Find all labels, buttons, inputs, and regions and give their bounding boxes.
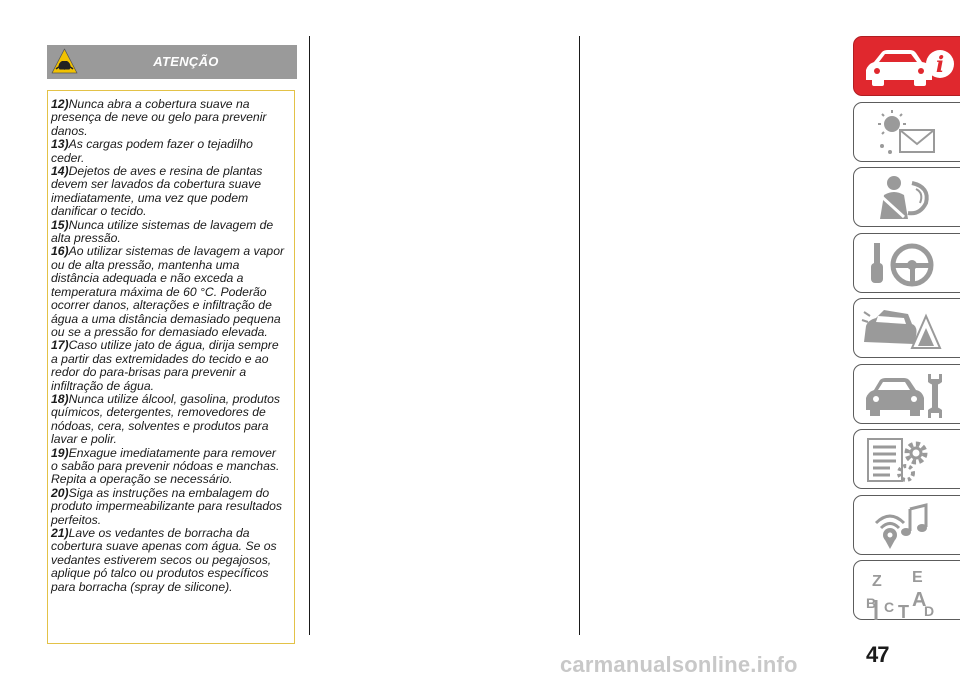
alphabetical-index-icon xyxy=(860,566,960,620)
note-text: alta pressão. xyxy=(51,231,121,246)
warning-note-line xyxy=(51,326,294,339)
warning-note-line xyxy=(51,299,294,312)
note-text: redor do para-brisas para prevenir a xyxy=(51,365,247,380)
chapter-tab[interactable] xyxy=(853,429,960,489)
index-letter: Z xyxy=(872,573,882,590)
warning-note-line xyxy=(51,514,294,527)
chapter-tab[interactable] xyxy=(853,167,960,227)
warning-note-line xyxy=(51,366,294,379)
watermark: carmanualsonline.info xyxy=(560,652,798,677)
warning-note-line xyxy=(51,152,294,165)
specs-gears-icon xyxy=(860,435,960,485)
note-text: As cargas podem fazer o tejadilho xyxy=(68,137,253,152)
chapter-tab[interactable] xyxy=(853,560,960,620)
warning-note-line xyxy=(51,339,294,352)
note-text: temperatura máxima de 60 °C. Poderão xyxy=(51,284,267,299)
note-text: aplique pó talco ou produtos específicos xyxy=(51,566,269,581)
note-text: Lave os vedantes de borracha da xyxy=(68,526,250,540)
chapter-tab[interactable] xyxy=(853,298,960,358)
note-text: lavar e polir. xyxy=(51,432,117,447)
note-text: Nunca utilize álcool, gasolina, produtos xyxy=(68,391,281,406)
warning-note-line xyxy=(51,433,294,446)
warning-note-line xyxy=(51,581,294,594)
warning-note-line xyxy=(51,447,294,460)
note-text: Ao utilizar sistemas de lavagem a vapor xyxy=(68,244,285,259)
note-text: o sabão para prevenir nódoas e manchas. xyxy=(51,458,280,473)
warning-note-line xyxy=(51,380,294,393)
warning-note-line xyxy=(51,138,294,151)
chapter-tab[interactable] xyxy=(853,36,960,96)
warning-note-line xyxy=(51,178,294,191)
warning-note-line xyxy=(51,406,294,419)
note-text: cobertura suave apenas com água. Se os xyxy=(51,539,277,554)
index-letter: D xyxy=(924,603,935,619)
warning-note-line xyxy=(51,487,294,500)
note-text: ocorrer danos, alterações e infiltração de xyxy=(51,298,272,313)
note-text: perfeitos. xyxy=(51,512,102,527)
warning-note-line xyxy=(51,125,294,138)
note-number: 14) xyxy=(51,164,69,179)
warning-note-line xyxy=(51,460,294,473)
chapter-tab[interactable] xyxy=(853,102,960,162)
warning-note-line xyxy=(51,259,294,272)
warning-note-line xyxy=(51,205,294,218)
note-text: Dejetos de aves e resina de plantas xyxy=(68,164,263,179)
note-text: distância adequada e não exceda a xyxy=(51,271,244,286)
warning-note-line xyxy=(51,500,294,513)
index-letter: B xyxy=(866,595,877,611)
note-number: 12) xyxy=(51,97,69,111)
warning-note-line xyxy=(51,286,294,299)
warning-note-line xyxy=(51,473,294,486)
warning-title: ATENÇÃO xyxy=(153,54,219,69)
warning-note-line xyxy=(51,554,294,567)
warning-note-line xyxy=(51,111,294,124)
note-text: ou se a pressão for demasiado elevada. xyxy=(51,324,268,339)
warning-header xyxy=(47,45,297,79)
warning-note-line xyxy=(51,98,294,111)
multimedia-icon xyxy=(860,501,960,551)
note-text: para borracha (spray de silicone). xyxy=(51,579,233,594)
note-text: imediatamente, uma vez que podem xyxy=(51,190,249,205)
warning-note-line xyxy=(51,540,294,553)
warning-note-line xyxy=(51,353,294,366)
note-number: 18) xyxy=(51,391,69,406)
note-number: 20) xyxy=(51,485,69,500)
note-text: danos. xyxy=(51,123,88,138)
warning-note-line xyxy=(51,232,294,245)
warning-notes-box xyxy=(47,90,295,644)
warning-note-line xyxy=(51,313,294,326)
car-wrench-icon xyxy=(860,370,960,420)
note-text: Siga as instruções na embalagem do xyxy=(68,485,270,500)
warning-note-line xyxy=(51,165,294,178)
index-letter: C xyxy=(884,599,895,615)
note-text: ceder. xyxy=(51,150,85,165)
note-text: presença de neve ou gelo para prevenir xyxy=(51,110,267,125)
warning-note-line xyxy=(51,420,294,433)
warning-note-line xyxy=(51,393,294,406)
note-number: 15) xyxy=(51,217,69,232)
lights-message-icon xyxy=(860,108,960,158)
warning-note-line xyxy=(51,245,294,258)
note-number: 17) xyxy=(51,338,69,353)
chapter-tab[interactable] xyxy=(853,233,960,293)
column-divider-right xyxy=(579,36,580,635)
warning-note-line xyxy=(51,567,294,580)
note-number: 19) xyxy=(51,445,69,460)
note-text: danificar o tecido. xyxy=(51,204,147,219)
note-text: devem ser lavados da cobertura suave xyxy=(51,177,262,192)
note-text: produto impermeabilizante para resultados xyxy=(51,499,283,514)
chapter-tab[interactable] xyxy=(853,364,960,424)
note-text: a partir das extremidades do tecido e ao xyxy=(51,351,269,366)
note-number: 13) xyxy=(51,137,69,152)
warning-note-line xyxy=(51,272,294,285)
note-text: vedantes estiverem secos ou pegajosos, xyxy=(51,552,272,567)
warning-note-line xyxy=(51,527,294,540)
note-text: Caso utilize jato de água, dirija sempre xyxy=(68,338,279,353)
note-text: ou de alta pressão, mantenha uma xyxy=(51,257,240,272)
note-text: químicos, detergentes, removedores de xyxy=(51,405,266,420)
note-text: nódoas, cera, solventes e produtos para xyxy=(51,418,269,433)
note-number: 16) xyxy=(51,244,69,259)
car-info-icon xyxy=(860,42,960,92)
index-letter: E xyxy=(912,569,923,586)
note-text: Repita a operação se necessário. xyxy=(51,472,233,487)
svg-text:i: i xyxy=(935,52,945,78)
seatbelt-airbag-icon xyxy=(860,173,960,223)
warning-note-line xyxy=(51,219,294,232)
note-number: 21) xyxy=(51,526,69,540)
chapter-tab[interactable] xyxy=(853,495,960,555)
note-text: Nunca abra a cobertura suave na xyxy=(68,97,250,111)
index-letter: T xyxy=(898,602,909,620)
note-text: infiltração de água. xyxy=(51,378,154,393)
warning-note-line xyxy=(51,192,294,205)
column-divider-left xyxy=(309,36,310,635)
note-text: Enxague imediatamente para remover xyxy=(68,445,276,460)
page-number: 47 xyxy=(866,642,889,667)
warning-notes-list xyxy=(51,98,294,594)
key-steering-icon xyxy=(860,239,960,289)
index-letter: A xyxy=(912,589,927,611)
note-text: Nunca utilize sistemas de lavagem de xyxy=(68,217,274,232)
note-text: água a uma distância demasiado pequena xyxy=(51,311,281,326)
car-crash-warning-icon xyxy=(860,304,960,354)
